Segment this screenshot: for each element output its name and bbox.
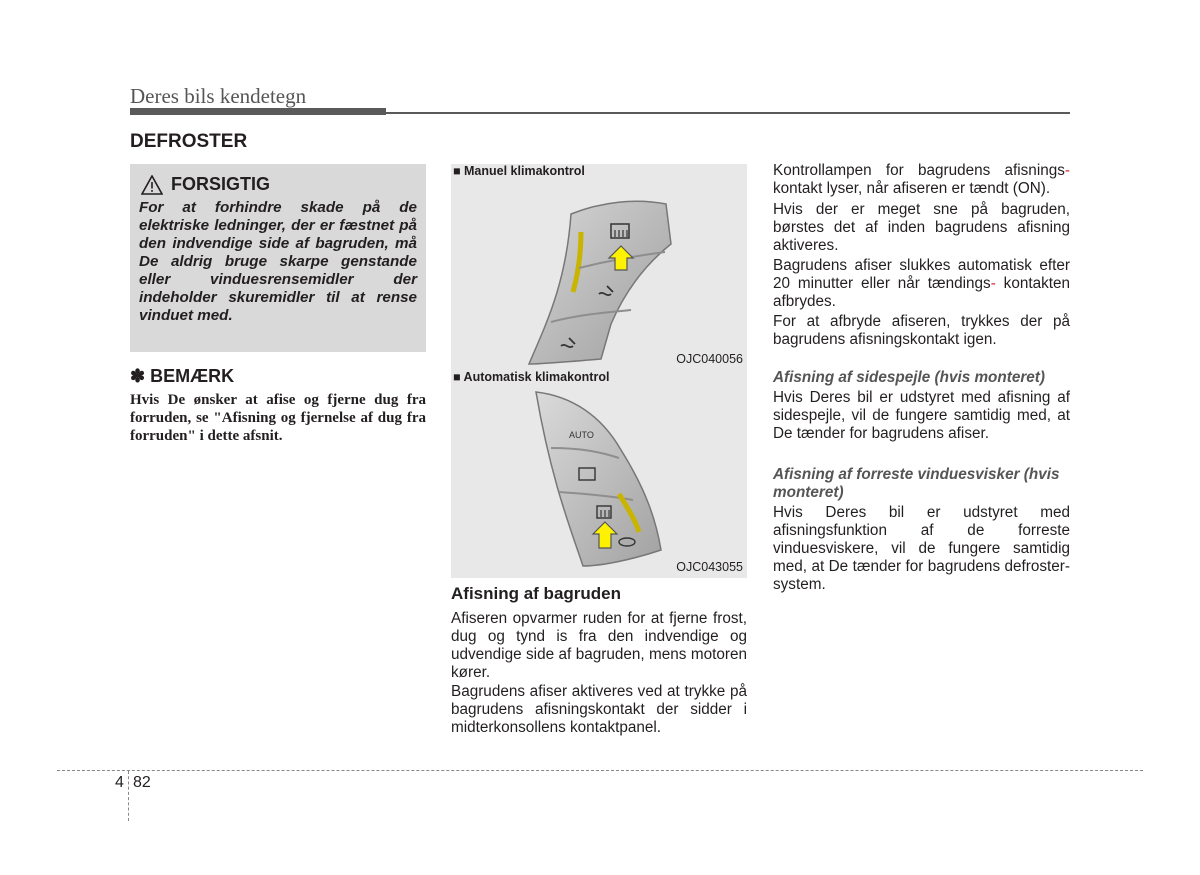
warning-triangle-icon bbox=[141, 175, 163, 195]
note-text: Hvis De ønsker at afise og fjerne dug fra forruden, se "Afisning og fjernelse af dug fra forruden" i dette afsnit. bbox=[130, 392, 426, 444]
figure-automatic-climate-control bbox=[451, 370, 747, 578]
rear-defrost-paragraph: Bagrudens afiser aktiveres ved at trykke på bagrudens afisningskontakt der sidder i midterkonsollens kontaktpanel. bbox=[451, 683, 747, 736]
note-title: ✽ BEMÆRK bbox=[130, 366, 235, 386]
figure-code: OJC043055 bbox=[676, 560, 743, 574]
wiper-defrost-heading: Afisning af forreste vinduesvisker (hvis monteret) bbox=[773, 466, 1060, 501]
header-rule-accent bbox=[130, 108, 386, 115]
manual-control-panel-illustration bbox=[451, 164, 747, 370]
mirror-defrost-heading: Afisning af sidespejle (hvis monteret) bbox=[773, 369, 1045, 386]
caution-box bbox=[130, 164, 426, 352]
figure-code: OJC040056 bbox=[676, 352, 743, 366]
wiper-defrost-paragraph: Hvis Deres bil er udstyret med afisningsfunktion af de forreste vinduesviskere, vil de fungere samtidig med, at De tænder for bagrudens defroster-system. bbox=[773, 504, 1070, 593]
page-number: 82 bbox=[133, 774, 151, 791]
section-title: DEFROSTER bbox=[130, 131, 248, 152]
indicator-paragraph: Kontrollampen for bagrudens afisnings- kontakt lyser, når afiseren er tændt (ON). bbox=[773, 162, 1070, 197]
snow-paragraph: Hvis der er meget sne på bagruden, børstes det af inden bagrudens afisning aktiveres. bbox=[773, 201, 1070, 254]
figure-manual-climate-control bbox=[451, 164, 747, 370]
figure-caption: ■ Automatisk klimakontrol bbox=[453, 370, 610, 384]
footer-divider bbox=[128, 771, 129, 821]
figure-caption: ■ Manuel klimakontrol bbox=[453, 164, 585, 178]
automatic-control-panel-illustration bbox=[451, 370, 747, 578]
caution-text: For at forhindre skade på de elektriske ledninger, der er fæstnet på den indvendige side af bagruden, må De aldrig bruge skarpe genstande eller vinduesrensemidler der indeholder skuremidler til at rense vinduet med. bbox=[139, 199, 417, 324]
footer-rule bbox=[57, 770, 1143, 771]
switch-off-paragraph: For at afbryde afiseren, trykkes der på bagrudens afisningskontakt igen. bbox=[773, 313, 1070, 348]
auto-button-label: AUTO bbox=[569, 430, 594, 440]
caution-title: FORSIGTIG bbox=[171, 174, 270, 194]
rear-defrost-paragraph: Afiseren opvarmer ruden for at fjerne frost, dug og tynd is fra den indvendige og udvendige side af bagruden, mens motoren kører. bbox=[451, 610, 747, 681]
auto-off-paragraph: Bagrudens afiser slukkes automatisk efter 20 minutter eller når tændings- kontakten afbrydes. bbox=[773, 257, 1071, 310]
mirror-defrost-paragraph: Hvis Deres bil er udstyret med afisning af sidespejle, vil de fungere samtidig med, at De tænder for bagrudens afiser. bbox=[773, 389, 1070, 442]
chapter-title: Deres bils kendetegn bbox=[130, 84, 307, 108]
page-chapter-number: 4 bbox=[115, 774, 124, 791]
rear-defrost-heading: Afisning af bagruden bbox=[451, 584, 621, 603]
